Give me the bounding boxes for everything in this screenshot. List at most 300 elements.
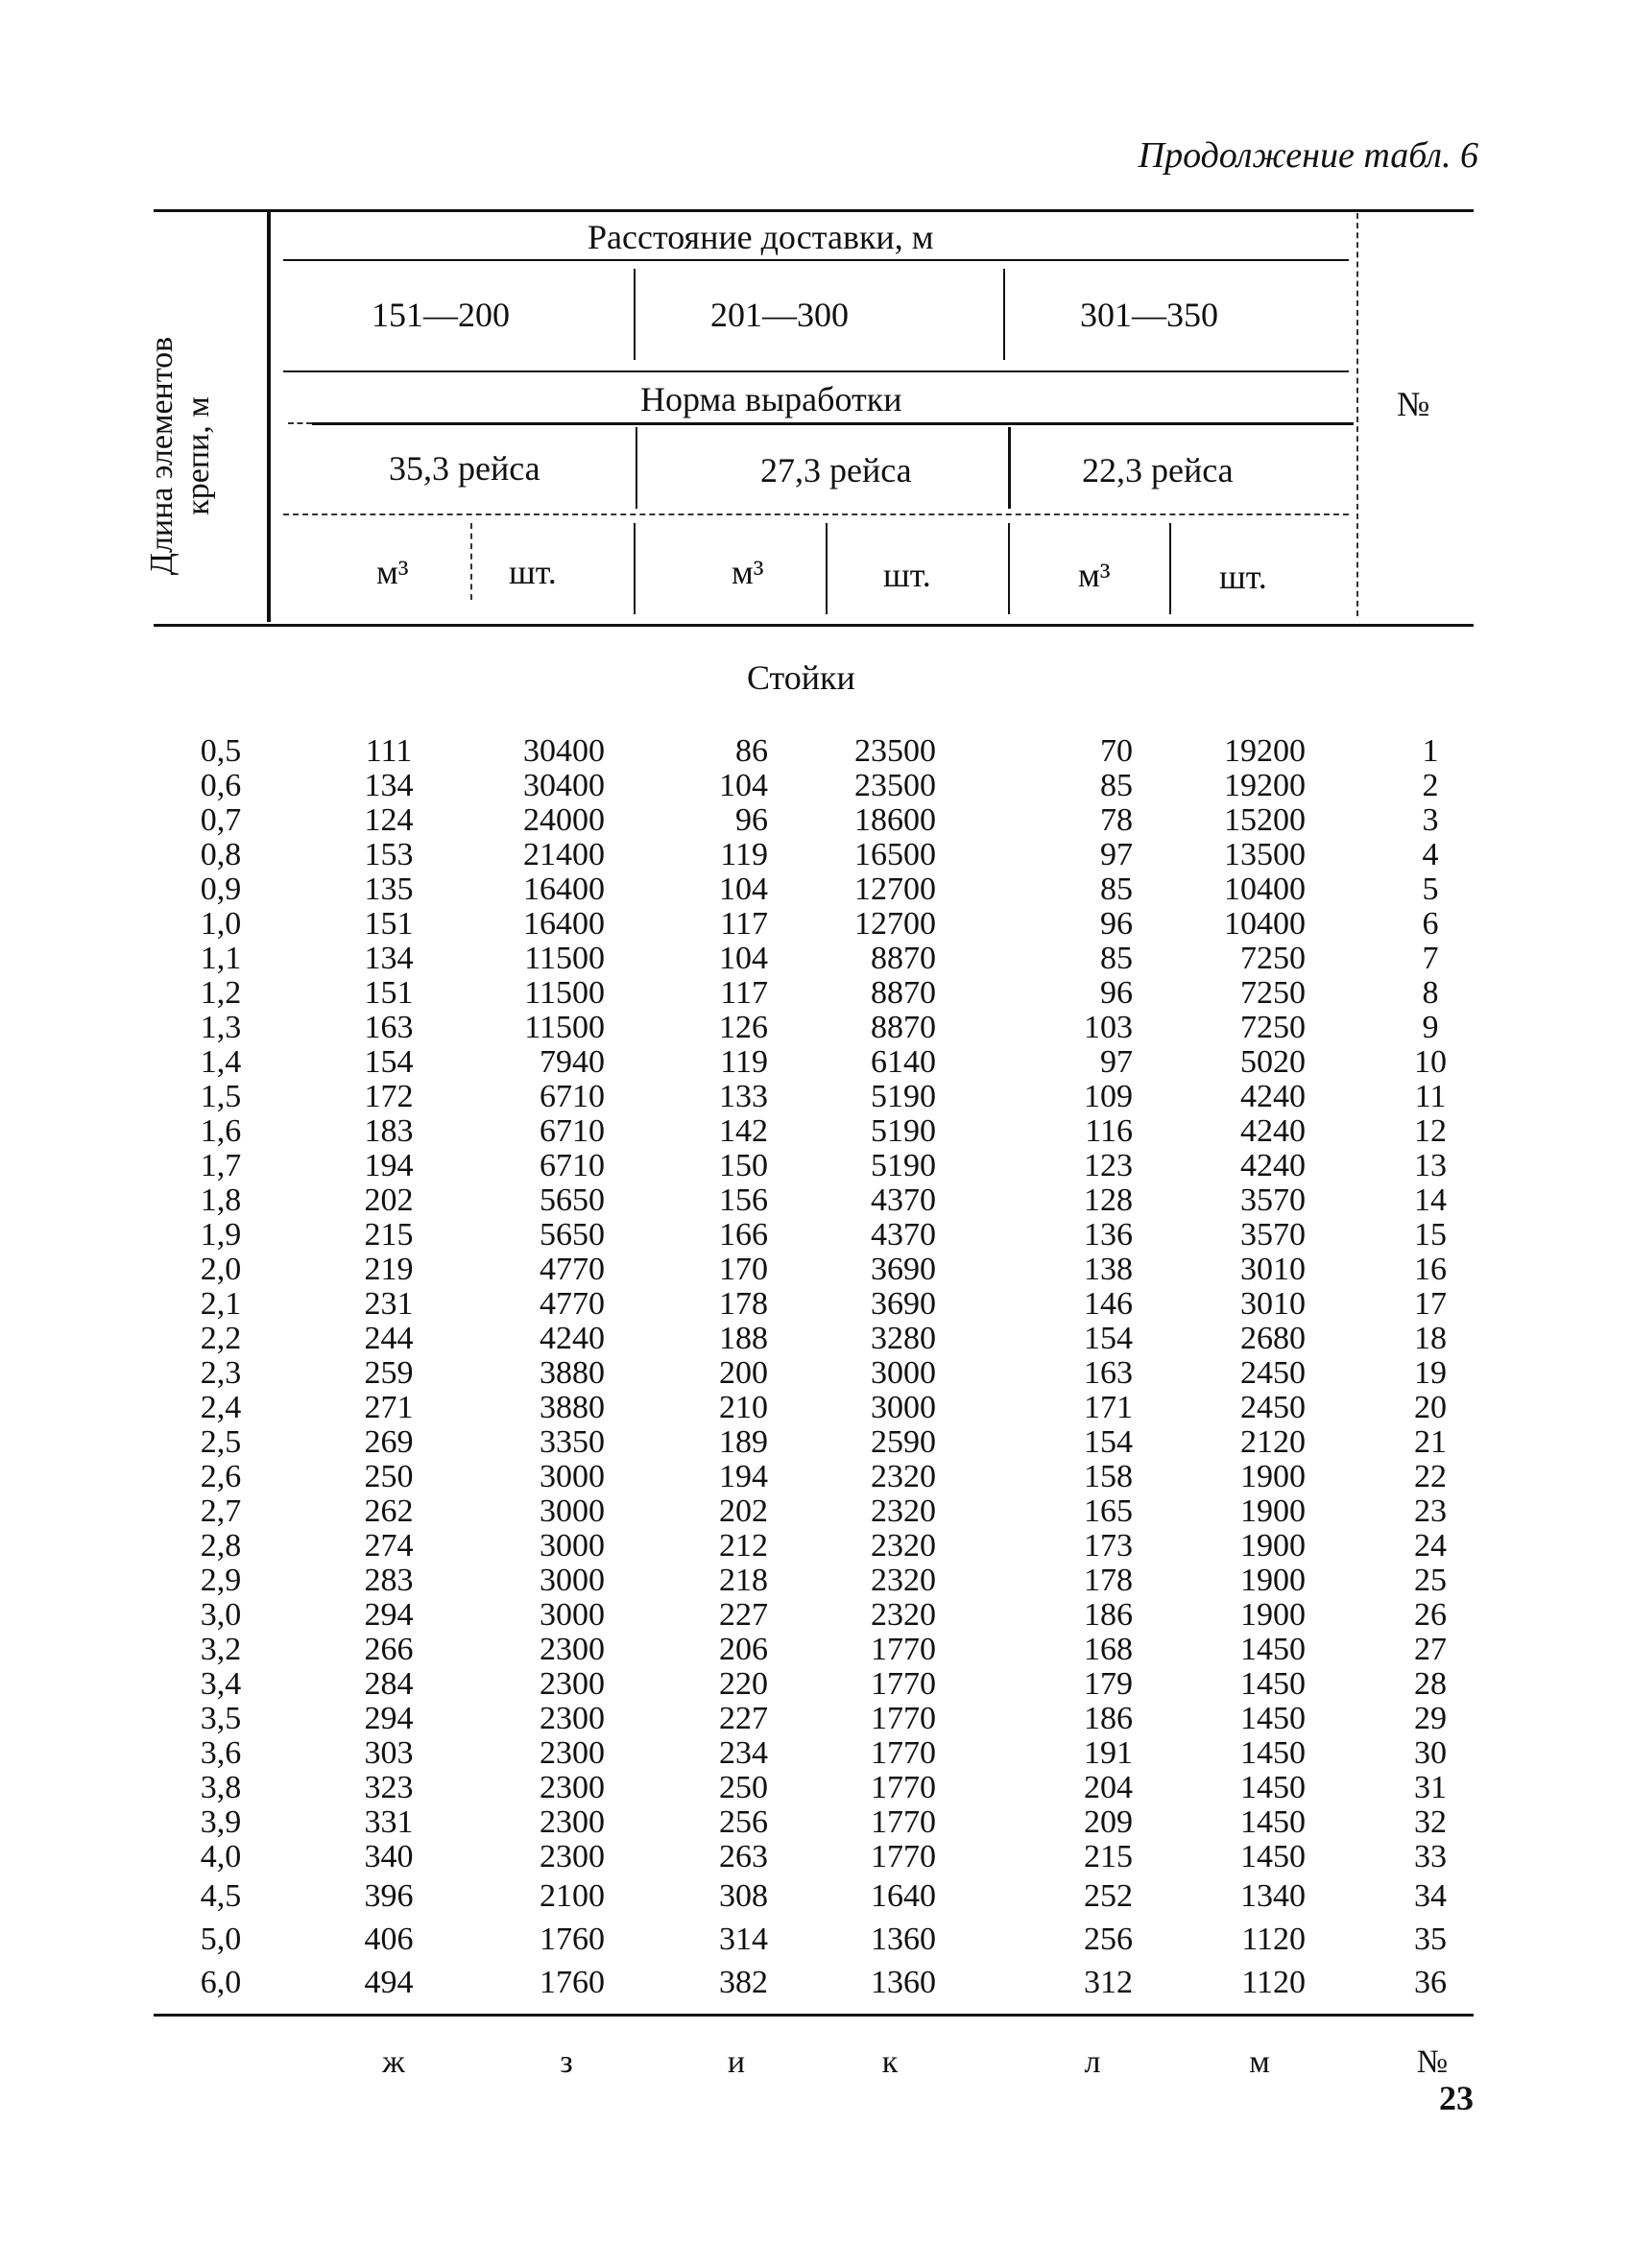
cell-l: 85 — [1100, 768, 1133, 803]
cell-z: 2300 — [540, 1701, 605, 1736]
cell-i: 210 — [719, 1390, 768, 1425]
table-row — [0, 1287, 1632, 1322]
cell-z: 3000 — [540, 1563, 605, 1598]
cell-z: 2300 — [540, 1666, 605, 1702]
cell-zh: 406 — [364, 1922, 414, 1957]
units-dash-rule — [283, 513, 1349, 515]
cell-m: 1900 — [1240, 1459, 1306, 1494]
unit-m3-2: м³ — [732, 553, 764, 591]
cell-i: 200 — [719, 1355, 768, 1391]
norm-2: 27,3 рейса — [760, 451, 912, 489]
cell-length: 2,0 — [200, 1252, 242, 1287]
cell-k: 1640 — [871, 1878, 936, 1914]
cell-number: 2 — [1422, 768, 1439, 803]
cell-k: 12700 — [854, 871, 936, 907]
cell-z: 30400 — [523, 733, 605, 769]
cell-l: 109 — [1084, 1079, 1133, 1114]
cell-k: 2320 — [871, 1493, 936, 1529]
cell-m: 2680 — [1240, 1321, 1306, 1356]
table-row — [0, 1322, 1632, 1356]
cell-z: 3000 — [540, 1493, 605, 1529]
cell-z: 3000 — [540, 1528, 605, 1564]
cell-z: 3880 — [540, 1355, 605, 1391]
cell-m: 4240 — [1240, 1148, 1306, 1183]
cell-k: 1770 — [871, 1839, 936, 1874]
table-row — [0, 1183, 1632, 1218]
cell-z: 30400 — [523, 768, 605, 803]
cell-zh: 134 — [364, 768, 414, 803]
cell-zh: 303 — [364, 1735, 414, 1771]
cell-m: 13500 — [1224, 837, 1306, 872]
cell-i: 227 — [719, 1597, 768, 1633]
cell-i: 119 — [720, 837, 768, 872]
cell-k: 2320 — [871, 1597, 936, 1633]
cell-k: 5190 — [871, 1148, 936, 1183]
cell-zh: 153 — [364, 837, 414, 872]
cell-zh: 172 — [364, 1079, 414, 1114]
cell-number: 36 — [1414, 1965, 1447, 2000]
cell-length: 1,5 — [200, 1079, 242, 1114]
cell-i: 250 — [719, 1770, 768, 1805]
cell-length: 1,8 — [200, 1182, 242, 1218]
cell-i: 178 — [719, 1286, 768, 1322]
table-row — [0, 1529, 1632, 1564]
cell-length: 2,5 — [200, 1424, 242, 1460]
cell-k: 3000 — [871, 1390, 936, 1425]
cell-zh: 494 — [364, 1965, 414, 2000]
cell-z: 4770 — [540, 1252, 605, 1287]
cell-k: 1770 — [871, 1666, 936, 1702]
cell-m: 3010 — [1240, 1286, 1306, 1322]
cell-length: 2,4 — [200, 1390, 242, 1425]
cell-number: 1 — [1422, 733, 1439, 769]
cell-l: 97 — [1100, 1044, 1133, 1080]
cell-m: 19200 — [1224, 768, 1306, 803]
table-row — [0, 1425, 1632, 1460]
cell-i: 126 — [719, 1010, 768, 1045]
distance-range-1: 151—200 — [372, 296, 510, 334]
cell-i: 263 — [719, 1839, 768, 1874]
cell-z: 3350 — [540, 1424, 605, 1460]
cell-z: 2100 — [540, 1878, 605, 1914]
cell-i: 234 — [719, 1735, 768, 1771]
footer-label-z: з — [560, 2044, 573, 2080]
cell-l: 154 — [1084, 1321, 1133, 1356]
cell-length: 4,5 — [200, 1878, 242, 1914]
cell-z: 2300 — [540, 1770, 605, 1805]
cell-m: 2450 — [1240, 1390, 1306, 1425]
cell-l: 171 — [1084, 1390, 1133, 1425]
table-row — [0, 976, 1632, 1011]
table-row — [0, 1080, 1632, 1114]
cell-z: 2300 — [540, 1735, 605, 1771]
cell-m: 2450 — [1240, 1355, 1306, 1391]
row-label-header: Длина элементов крепи, м — [144, 336, 216, 576]
cell-i: 104 — [719, 768, 768, 803]
cell-z: 4240 — [540, 1321, 605, 1356]
unit-pcs-2: шт. — [883, 556, 931, 594]
distance-title: Расстояние доставки, м — [588, 218, 934, 256]
cell-length: 5,0 — [200, 1922, 242, 1957]
cell-number: 11 — [1414, 1079, 1447, 1114]
cell-l: 168 — [1084, 1632, 1133, 1667]
cell-zh: 259 — [364, 1355, 414, 1391]
table-row — [0, 1011, 1632, 1045]
cell-l: 138 — [1084, 1252, 1133, 1287]
cell-m: 1450 — [1240, 1804, 1306, 1840]
cell-length: 2,1 — [200, 1286, 242, 1322]
cell-l: 186 — [1084, 1597, 1133, 1633]
cell-i: 202 — [719, 1493, 768, 1529]
cell-m: 4240 — [1240, 1113, 1306, 1149]
cell-k: 23500 — [854, 768, 936, 803]
cell-z: 2300 — [540, 1839, 605, 1874]
cell-number: 22 — [1414, 1459, 1447, 1494]
cell-zh: 271 — [364, 1390, 414, 1425]
cell-i: 382 — [719, 1965, 768, 2000]
cell-k: 16500 — [854, 837, 936, 872]
cell-number: 31 — [1414, 1770, 1447, 1805]
cell-l: 209 — [1084, 1804, 1133, 1840]
cell-length: 0,5 — [200, 733, 242, 769]
cell-k: 1770 — [871, 1804, 936, 1840]
cell-z: 3000 — [540, 1459, 605, 1494]
cell-length: 0,6 — [200, 768, 242, 803]
cell-i: 86 — [735, 733, 768, 769]
cell-number: 14 — [1414, 1182, 1447, 1218]
cell-k: 3690 — [871, 1252, 936, 1287]
table-row — [0, 1840, 1632, 1874]
table-body — [0, 734, 1632, 2004]
cell-zh: 219 — [364, 1252, 414, 1287]
distance-range-3: 301—350 — [1080, 296, 1218, 334]
cell-zh: 111 — [365, 733, 413, 769]
cell-z: 3880 — [540, 1390, 605, 1425]
cell-m: 19200 — [1224, 733, 1306, 769]
cell-m: 1450 — [1240, 1735, 1306, 1771]
table-row — [0, 1114, 1632, 1149]
cell-zh: 194 — [364, 1148, 414, 1183]
cell-zh: 151 — [364, 906, 414, 942]
cell-length: 1,4 — [200, 1044, 242, 1080]
cell-l: 158 — [1084, 1459, 1133, 1494]
cell-length: 1,0 — [200, 906, 242, 942]
cell-k: 2320 — [871, 1459, 936, 1494]
cell-i: 170 — [719, 1252, 768, 1287]
table-row — [0, 872, 1632, 907]
cell-length: 0,9 — [200, 871, 242, 907]
cell-zh: 262 — [364, 1493, 414, 1529]
cell-m: 15200 — [1224, 802, 1306, 838]
cell-l: 85 — [1100, 941, 1133, 976]
cell-zh: 269 — [364, 1424, 414, 1460]
table-bottom-rule — [154, 2014, 1474, 2017]
cell-zh: 323 — [364, 1770, 414, 1805]
cell-number: 28 — [1414, 1666, 1447, 1702]
cell-k: 3690 — [871, 1286, 936, 1322]
cell-zh: 331 — [364, 1804, 414, 1840]
cell-l: 136 — [1084, 1217, 1133, 1253]
footer-label-i: и — [727, 2044, 746, 2080]
cell-z: 3000 — [540, 1597, 605, 1633]
cell-length: 3,2 — [200, 1632, 242, 1667]
cell-i: 212 — [719, 1528, 768, 1564]
cell-i: 166 — [719, 1217, 768, 1253]
header-top-rule — [154, 209, 1474, 212]
cell-number: 4 — [1422, 837, 1439, 872]
cell-number: 13 — [1414, 1148, 1447, 1183]
cell-z: 16400 — [523, 871, 605, 907]
cell-l: 165 — [1084, 1493, 1133, 1529]
table-row — [0, 1149, 1632, 1183]
cell-number: 10 — [1414, 1044, 1447, 1080]
cell-zh: 215 — [364, 1217, 414, 1253]
cell-number: 12 — [1414, 1113, 1447, 1149]
cell-number: 9 — [1422, 1010, 1439, 1045]
cell-zh: 283 — [364, 1563, 414, 1598]
cell-zh: 134 — [364, 941, 414, 976]
cell-k: 8870 — [871, 941, 936, 976]
cell-length: 1,6 — [200, 1113, 242, 1149]
table-row — [0, 1771, 1632, 1805]
cell-z: 5650 — [540, 1182, 605, 1218]
footer-label-number: № — [1416, 2044, 1449, 2080]
cell-z: 21400 — [523, 837, 605, 872]
cell-i: 104 — [719, 941, 768, 976]
cell-l: 116 — [1085, 1113, 1133, 1149]
cell-length: 3,8 — [200, 1770, 242, 1805]
unit-divider-4 — [1008, 523, 1010, 614]
cell-l: 179 — [1084, 1666, 1133, 1702]
cell-number: 17 — [1414, 1286, 1447, 1322]
cell-zh: 340 — [364, 1839, 414, 1874]
cell-number: 16 — [1414, 1252, 1447, 1287]
cell-k: 4370 — [871, 1182, 936, 1218]
cell-z: 1760 — [540, 1965, 605, 2000]
cell-m: 1450 — [1240, 1839, 1306, 1874]
norm-title-rule — [312, 422, 1354, 425]
unit-divider-1 — [470, 523, 472, 600]
cell-k: 2320 — [871, 1528, 936, 1564]
cell-zh: 284 — [364, 1666, 414, 1702]
cell-l: 96 — [1100, 975, 1133, 1011]
cell-i: 189 — [719, 1424, 768, 1460]
range-rule — [283, 370, 1349, 372]
cell-k: 6140 — [871, 1044, 936, 1080]
footer-label-zh: ж — [382, 2044, 405, 2080]
cell-length: 1,3 — [200, 1010, 242, 1045]
cell-z: 2300 — [540, 1632, 605, 1667]
cell-l: 70 — [1100, 733, 1133, 769]
cell-m: 1450 — [1240, 1632, 1306, 1667]
distance-range-2: 201—300 — [710, 296, 849, 334]
table-row — [0, 1702, 1632, 1736]
cell-number: 35 — [1414, 1922, 1447, 1957]
cell-zh: 250 — [364, 1459, 414, 1494]
cell-number: 15 — [1414, 1217, 1447, 1253]
cell-length: 3,4 — [200, 1666, 242, 1702]
cell-l: 128 — [1084, 1182, 1133, 1218]
range-divider-2 — [1003, 269, 1005, 360]
cell-m: 3010 — [1240, 1252, 1306, 1287]
header-side-rule — [267, 209, 271, 622]
cell-number: 32 — [1414, 1804, 1447, 1840]
section-title: Стойки — [747, 658, 855, 697]
table-row — [0, 1918, 1632, 1961]
cell-m: 1900 — [1240, 1493, 1306, 1529]
cell-m: 1450 — [1240, 1666, 1306, 1702]
cell-m: 7250 — [1240, 941, 1306, 976]
cell-number: 21 — [1414, 1424, 1447, 1460]
cell-l: 146 — [1084, 1286, 1133, 1322]
cell-length: 1,2 — [200, 975, 242, 1011]
cell-i: 96 — [735, 802, 768, 838]
cell-zh: 294 — [364, 1701, 414, 1736]
cell-length: 1,1 — [200, 941, 242, 976]
cell-m: 4240 — [1240, 1079, 1306, 1114]
table-row — [0, 1633, 1632, 1667]
cell-i: 314 — [719, 1922, 768, 1957]
unit-pcs-1: шт. — [509, 553, 557, 591]
cell-zh: 231 — [364, 1286, 414, 1322]
header-bottom-rule — [154, 624, 1474, 627]
cell-zh: 154 — [364, 1044, 414, 1080]
cell-number: 19 — [1414, 1355, 1447, 1391]
number-col-divider — [1356, 213, 1358, 616]
footer-label-m: м — [1249, 2044, 1270, 2080]
cell-m: 1450 — [1240, 1701, 1306, 1736]
table-row — [0, 907, 1632, 942]
cell-m: 10400 — [1224, 906, 1306, 942]
table-row — [0, 1667, 1632, 1702]
cell-k: 2320 — [871, 1563, 936, 1598]
cell-number: 23 — [1414, 1493, 1447, 1529]
cell-i: 227 — [719, 1701, 768, 1736]
table-row — [0, 1253, 1632, 1287]
norm-title: Норма выработки — [640, 380, 902, 418]
table-row — [0, 803, 1632, 838]
cell-number: 24 — [1414, 1528, 1447, 1564]
cell-l: 163 — [1084, 1355, 1133, 1391]
cell-z: 6710 — [540, 1113, 605, 1149]
cell-z: 16400 — [523, 906, 605, 942]
cell-length: 3,0 — [200, 1597, 242, 1633]
cell-k: 12700 — [854, 906, 936, 942]
cell-k: 4370 — [871, 1217, 936, 1253]
norm-3: 22,3 рейса — [1082, 451, 1234, 489]
distance-title-rule — [283, 259, 1349, 261]
number-col-header: № — [1397, 385, 1430, 423]
cell-length: 2,8 — [200, 1528, 242, 1564]
unit-divider-2 — [634, 523, 636, 614]
table-row — [0, 734, 1632, 769]
footer-label-k: к — [881, 2044, 899, 2080]
cell-m: 1120 — [1241, 1922, 1306, 1957]
cell-l: 123 — [1084, 1148, 1133, 1183]
norm-divider-2 — [1008, 427, 1011, 509]
cell-l: 204 — [1084, 1770, 1133, 1805]
cell-m: 3570 — [1240, 1217, 1306, 1253]
cell-k: 1770 — [871, 1770, 936, 1805]
cell-length: 1,7 — [200, 1148, 242, 1183]
cell-number: 29 — [1414, 1701, 1447, 1736]
cell-zh: 266 — [364, 1632, 414, 1667]
cell-zh: 202 — [364, 1182, 414, 1218]
cell-z: 2300 — [540, 1804, 605, 1840]
cell-z: 11500 — [524, 941, 605, 976]
cell-length: 3,5 — [200, 1701, 242, 1736]
cell-k: 23500 — [854, 733, 936, 769]
cell-number: 20 — [1414, 1390, 1447, 1425]
cell-l: 312 — [1084, 1965, 1133, 2000]
cell-zh: 163 — [364, 1010, 414, 1045]
cell-i: 220 — [719, 1666, 768, 1702]
cell-zh: 244 — [364, 1321, 414, 1356]
table-row — [0, 1874, 1632, 1918]
cell-k: 18600 — [854, 802, 936, 838]
cell-l: 256 — [1084, 1922, 1133, 1957]
table-row — [0, 1564, 1632, 1598]
cell-number: 6 — [1422, 906, 1439, 942]
cell-m: 1450 — [1240, 1770, 1306, 1805]
cell-zh: 183 — [364, 1113, 414, 1149]
cell-m: 3570 — [1240, 1182, 1306, 1218]
cell-length: 2,6 — [200, 1459, 242, 1494]
norm-title-dash — [288, 422, 312, 424]
cell-l: 186 — [1084, 1701, 1133, 1736]
cell-k: 3000 — [871, 1355, 936, 1391]
cell-zh: 274 — [364, 1528, 414, 1564]
table-row — [0, 942, 1632, 976]
cell-z: 24000 — [523, 802, 605, 838]
cell-i: 150 — [719, 1148, 768, 1183]
cell-zh: 151 — [364, 975, 414, 1011]
cell-z: 11500 — [524, 1010, 605, 1045]
cell-m: 2120 — [1240, 1424, 1306, 1460]
cell-z: 1760 — [540, 1922, 605, 1957]
table-caption: Продолжение табл. 6 — [1138, 135, 1478, 176]
cell-number: 5 — [1422, 871, 1439, 907]
cell-length: 2,7 — [200, 1493, 242, 1529]
cell-l: 191 — [1084, 1735, 1133, 1771]
cell-l: 178 — [1084, 1563, 1133, 1598]
cell-k: 2590 — [871, 1424, 936, 1460]
norm-1: 35,3 рейса — [389, 449, 540, 488]
cell-i: 194 — [719, 1459, 768, 1494]
cell-i: 142 — [719, 1113, 768, 1149]
cell-number: 25 — [1414, 1563, 1447, 1598]
table-row — [0, 838, 1632, 872]
cell-number: 34 — [1414, 1878, 1447, 1914]
cell-zh: 294 — [364, 1597, 414, 1633]
cell-length: 3,9 — [200, 1804, 242, 1840]
table-row — [0, 1218, 1632, 1253]
cell-i: 117 — [720, 906, 768, 942]
cell-m: 7250 — [1240, 1010, 1306, 1045]
table-row — [0, 1460, 1632, 1494]
cell-zh: 135 — [364, 871, 414, 907]
table-row — [0, 1805, 1632, 1840]
cell-k: 1360 — [871, 1922, 936, 1957]
cell-i: 218 — [719, 1563, 768, 1598]
cell-l: 85 — [1100, 871, 1133, 907]
cell-number: 8 — [1422, 975, 1439, 1011]
table-row — [0, 1045, 1632, 1080]
cell-zh: 124 — [364, 802, 414, 838]
cell-number: 26 — [1414, 1597, 1447, 1633]
unit-m3-1: м³ — [376, 553, 409, 591]
cell-k: 1770 — [871, 1735, 936, 1771]
